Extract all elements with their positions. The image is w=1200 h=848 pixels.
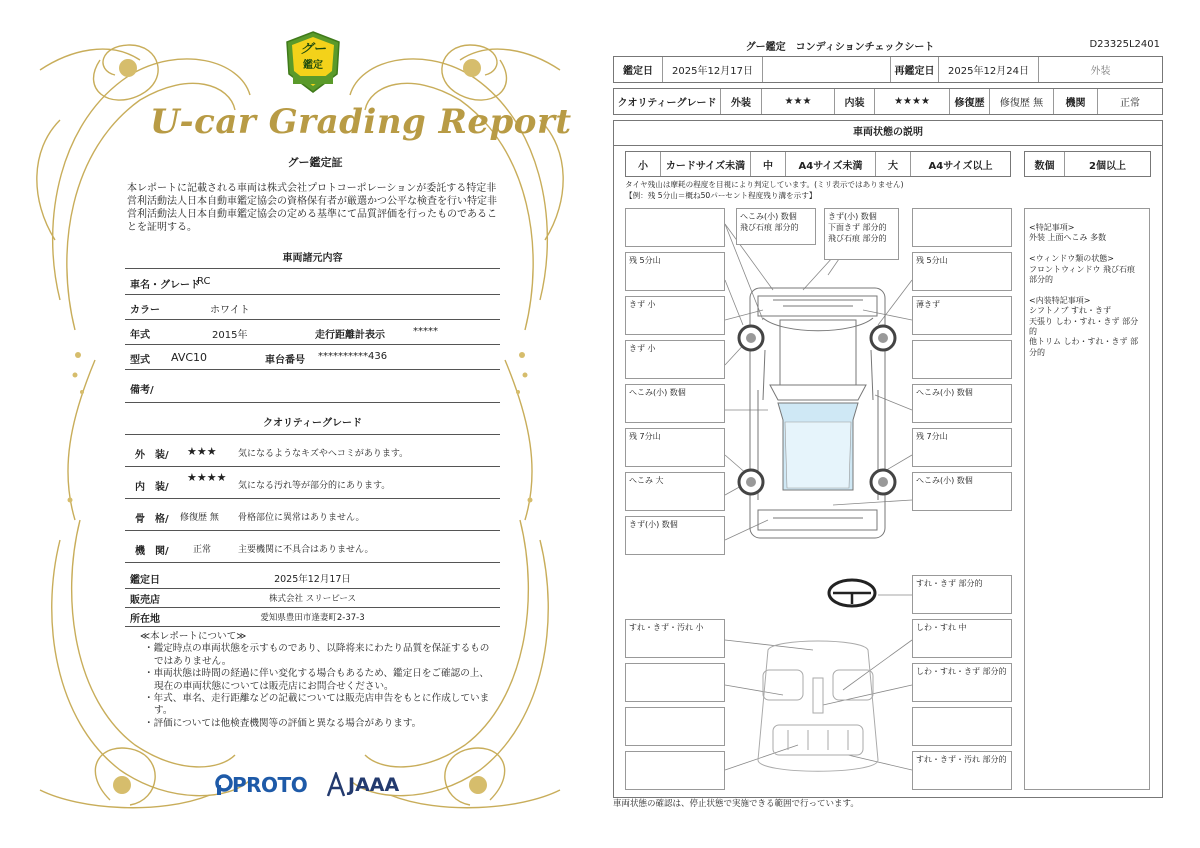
date-row <box>613 56 1163 83</box>
sheet-engine-value: 正常 <box>1120 98 1140 109</box>
document-id: D23325L2401 <box>1089 39 1160 50</box>
callout-left-door: きず 小 <box>625 340 725 379</box>
report-title: U-car Grading Report <box>150 102 572 142</box>
report-notes <box>140 631 495 730</box>
engine-label: 機 関/ <box>135 546 169 557</box>
special-notes-text: <特記事項> 外装 上面へこみ 多数 <ウィンドウ類の状態> フロントウィンドウ 飛び石痕 部分的 <内装特記事項> シフトノブ すれ・きず 天張り しわ・すれ・きず 部分的 他トリム しわ・すれ・きず 部分的 <box>1029 223 1139 357</box>
size-large-label: 大 <box>876 152 911 176</box>
callout-rear-bumper: きず(小) 数個 <box>625 516 725 555</box>
callout-tire-rear-right: 残 7分山 <box>912 428 1012 467</box>
proto-logo-icon <box>214 774 234 796</box>
quality-row-frame <box>125 502 500 531</box>
callout-right-side: へこみ(小) 数個 <box>912 384 1012 423</box>
spec-row-model <box>125 347 500 370</box>
frame-label: 骨 格/ <box>135 514 169 525</box>
model-value: AVC10 <box>171 351 208 364</box>
car-name-label: 車名・グレード <box>130 280 200 291</box>
address-value: 愛知県豊田市逢妻町2-37-3 <box>260 613 365 623</box>
repair-history-label: 修復歴 <box>950 89 990 114</box>
spec-row-car-name <box>125 272 500 295</box>
jaaa-logo-text: JAAA <box>348 774 400 796</box>
special-notes-box <box>1024 208 1150 790</box>
engine-value: 正常 <box>193 545 212 555</box>
size-small-label: 小 <box>626 152 661 176</box>
quality-row-exterior <box>125 438 500 467</box>
steering-wheel-icon <box>829 580 875 606</box>
sheet-title: グー鑑定 コンディションチェックシート <box>745 42 935 53</box>
engine-description: 主要機関に不具合はありません。 <box>238 545 374 555</box>
interior-label: 内 装/ <box>135 482 169 493</box>
callout-interior-front-left: すれ・きず・汚れ 小 <box>625 619 725 658</box>
chassis-value: **********436 <box>318 351 388 362</box>
certificate-subtitle: グー鑑定証 <box>287 156 343 169</box>
date-value: 2025年12月17日 <box>274 574 351 585</box>
reappraisal-date-value: 2025年12月24日 <box>939 57 1039 82</box>
exterior-label: 外 装/ <box>135 450 169 461</box>
count-value: 2個以上 <box>1089 160 1126 172</box>
dealer-label: 販売店 <box>130 595 160 606</box>
size-legend <box>625 151 1011 177</box>
certificate-intro: 本レポートに記載される車両は株式会社プロトコーポレーションが委託する特定非営利活動法人日本自動車鑑定協会の資格保有者が厳選かつ公平な検査を行い特定非営利活動法人日本自動車鑑定協会の定める基準にて品質評価を行ったものであることを証明する。 <box>127 183 497 233</box>
exterior-stars: ★★★ <box>187 445 217 458</box>
chassis-label: 車台番号 <box>265 355 305 366</box>
callout-tire-front-left: 残 5分山 <box>625 252 725 291</box>
notes-heading: ≪本レポートについて≫ <box>140 631 247 642</box>
quality-heading-row <box>125 406 500 435</box>
date-label: 鑑定日 <box>130 575 160 586</box>
callout-box-empty <box>912 208 1012 247</box>
quality-row <box>613 88 1163 115</box>
appraisal-date-value: 2025年12月17日 <box>663 57 763 82</box>
frame-description: 骨格部位に異常はありません。 <box>238 513 365 523</box>
footer-logos <box>214 770 414 800</box>
callout-tire-rear-left: 残 7分山 <box>625 428 725 467</box>
quality-row-engine <box>125 534 500 563</box>
size-large-desc: A4サイズ以上 <box>928 160 993 172</box>
callout-front-hood: へこみ(小) 数個 飛び石痕 部分的 <box>736 208 816 245</box>
note-item: ・評価については他検査機関等の評価と異なる場合があります。 <box>144 717 422 729</box>
odometer-value: ***** <box>413 326 438 337</box>
spec-top-rule <box>125 268 500 269</box>
info-row-dealer <box>125 589 500 608</box>
address-label: 所在地 <box>130 614 160 625</box>
callout-box-empty <box>625 663 725 702</box>
callout-interior-ceiling: しわ・すれ 中 <box>912 619 1012 658</box>
callout-tire-front-right: 残 5分山 <box>912 252 1012 291</box>
condition-section-title: 車両状態の説明 <box>614 121 1162 146</box>
sheet-exterior-stars: ★★★ <box>762 89 835 114</box>
proto-logo-text: PROTO <box>232 773 308 797</box>
callout-box-empty <box>625 707 725 746</box>
info-row-address <box>125 608 500 627</box>
callout-box-empty <box>912 340 1012 379</box>
note-item: ・年式、車名、走行距離などの記載については販売店申告をもとに作成しています。 <box>144 693 490 717</box>
callout-front-bumper: きず(小) 数個 下面きず 部分的 飛び石痕 部分的 <box>824 208 899 260</box>
repair-history-value: 修復歴 無 <box>990 89 1054 114</box>
exterior-description: 気になるようなキズやヘコミがあります。 <box>238 449 409 459</box>
model-label: 型式 <box>130 355 150 366</box>
jaaa-logo-icon <box>326 772 346 798</box>
count-label: 数個 <box>1025 152 1065 176</box>
spec-row-year <box>125 322 500 345</box>
callout-left-side: へこみ(小) 数個 <box>625 384 725 423</box>
callout-steering-wheel: すれ・きず 部分的 <box>912 575 1012 614</box>
tire-note-1: タイヤ残山は摩耗の程度を目視により判定しています。(ミリ表示ではありません) <box>625 180 904 189</box>
note-item: ・車両状態は時間の経過に伴い変化する場合もあるため、鑑定日をご確認の上、現在の車両状態については販売店にお問合せください。 <box>144 668 489 692</box>
badge-text-goo: グー <box>299 42 326 57</box>
size-small-desc: カードサイズ未満 <box>661 152 751 176</box>
reappraisal-scope: 外装 <box>1090 66 1111 77</box>
callout-box-empty <box>625 208 725 247</box>
count-legend <box>1024 151 1151 177</box>
spec-row-color <box>125 297 500 320</box>
spec-heading: 車両諸元内容 <box>282 253 343 264</box>
size-medium-desc: A4サイズ未満 <box>786 152 876 176</box>
reappraisal-date-label: 再鑑定日 <box>891 57 939 82</box>
tire-note-2: 【例：残 5分山＝概ね50パーセント程度残り溝を示す】 <box>625 191 817 200</box>
spec-row-remarks <box>125 375 500 403</box>
remarks-label: 備考/ <box>130 385 154 396</box>
interior-stars: ★★★★ <box>187 471 227 484</box>
size-medium-label: 中 <box>751 152 786 176</box>
sheet-footer-note: 車両状態の確認は、停止状態で実施できる範囲で行っています。 <box>613 799 859 809</box>
color-value: ホワイト <box>210 305 250 316</box>
appraisal-date-blank <box>763 57 891 82</box>
quality-heading: クオリティーグレード <box>263 418 362 429</box>
sheet-engine-label: 機関 <box>1054 89 1098 114</box>
color-label: カラー <box>130 305 160 316</box>
year-label: 年式 <box>130 330 150 341</box>
dealer-value: 株式会社 スリーピース <box>269 594 356 604</box>
callout-box-empty <box>912 707 1012 746</box>
odometer-label: 走行距離計表示 <box>315 330 385 341</box>
info-row-date <box>125 566 500 589</box>
sheet-interior-label: 内装 <box>835 89 875 114</box>
callout-box-empty <box>625 751 725 790</box>
car-name-value: RC <box>197 276 211 287</box>
year-value: 2015年 <box>212 330 248 341</box>
frame-value: 修復歴 無 <box>180 513 219 523</box>
appraisal-date-label: 鑑定日 <box>614 57 663 82</box>
callout-right-front: 薄きず <box>912 296 1012 335</box>
badge-text-kantei: 鑑定 <box>303 60 323 71</box>
callout-right-rear: へこみ(小) 数個 <box>912 472 1012 511</box>
callout-left-rear: へこみ 大 <box>625 472 725 511</box>
notes-list <box>140 643 495 730</box>
interior-description: 気になる汚れ等が部分的にあります。 <box>238 481 391 491</box>
quality-grade-label: クオリティーグレード <box>614 89 721 114</box>
sheet-interior-stars: ★★★★ <box>875 89 950 114</box>
callout-left-front: きず 小 <box>625 296 725 335</box>
sheet-exterior-label: 外装 <box>721 89 762 114</box>
quality-row-interior <box>125 470 500 499</box>
callout-interior-trim: しわ・すれ・きず 部分的 <box>912 663 1012 702</box>
note-item: ・鑑定時点の車両状態を示すものであり、以降将来にわたり品質を保証するものではありません。 <box>144 643 490 667</box>
callout-interior-rear: すれ・きず・汚れ 部分的 <box>912 751 1012 790</box>
